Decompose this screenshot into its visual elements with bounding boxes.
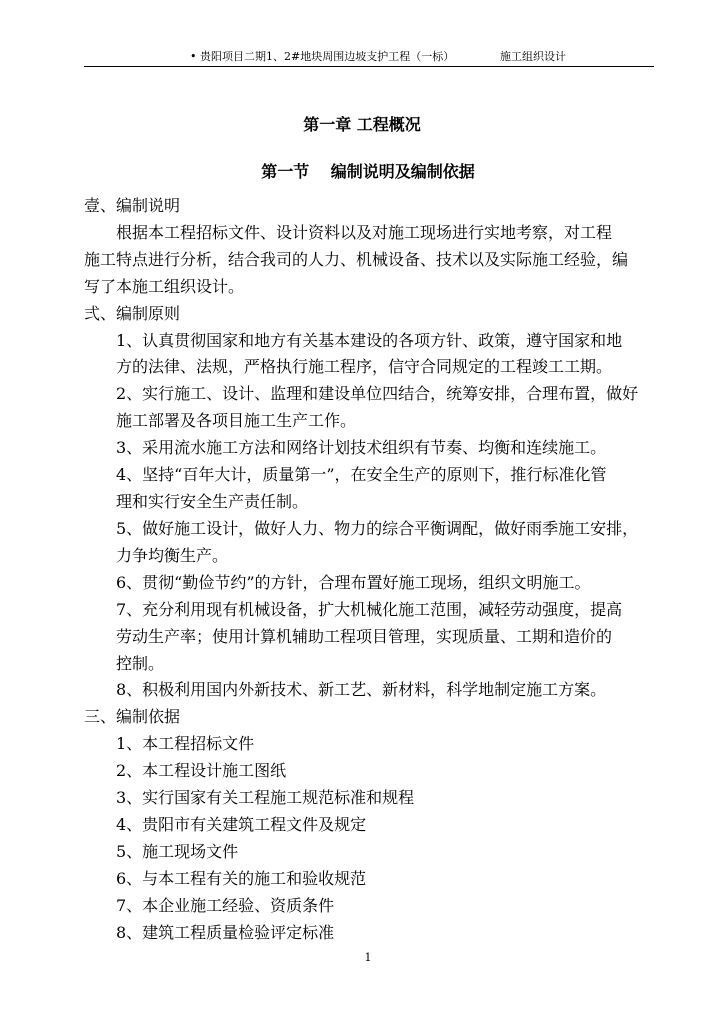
list-item: 1、认真贯彻国家和地方有关基本建设的各项方针、政策，遵守国家和地 bbox=[116, 331, 623, 350]
list-item: 2、实行施工、设计、监理和建设单位四结合，统筹安排，合理布置，做好 bbox=[116, 384, 639, 403]
list-item: 7、本企业施工经验、资质条件 bbox=[116, 896, 335, 915]
list-item: 6、贯彻“勤俭节约”的方针，合理布置好施工现场，组织文明施工。 bbox=[116, 573, 591, 592]
running-header bbox=[84, 50, 654, 64]
list-item-continuation: 力争均衡生产。 bbox=[116, 546, 229, 565]
paragraph-line: 施工特点进行分析，结合我司的人力、机械设备、技术以及实际施工经验，编 bbox=[84, 250, 629, 269]
list-item-continuation: 方的法律、法规，严格执行施工程序，信守合同规定的工程竣工工期。 bbox=[116, 357, 613, 376]
page-number: 1 bbox=[364, 951, 372, 964]
list-item: 1、本工程招标文件 bbox=[116, 734, 255, 753]
list-item: 5、施工现场文件 bbox=[116, 842, 239, 861]
list-item: 3、采用流水施工方法和网络计划技术组织有节奏、均衡和连续施工。 bbox=[116, 438, 607, 457]
heading-compilation-principles: 弍、编制原则 bbox=[84, 304, 181, 323]
list-item: 4、坚持“百年大计，质量第一”，在安全生产的原则下，推行标准化管 bbox=[116, 465, 607, 484]
list-item-continuation: 施工部署及各项目施工生产工作。 bbox=[116, 411, 357, 430]
list-item: 2、本工程设计施工图纸 bbox=[116, 761, 287, 780]
list-item: 8、建筑工程质量检验评定标准 bbox=[116, 923, 335, 942]
header-document-type: 施工组织设计 bbox=[500, 50, 566, 63]
section-title: 第一节 编制说明及编制依据 bbox=[261, 162, 475, 181]
header-project-title: • 贵阳项目二期1、2#地块周围边坡支护工程（一标） bbox=[190, 50, 455, 63]
chapter-title: 第一章 工程概况 bbox=[303, 115, 421, 134]
heading-compilation-basis: 三、编制依据 bbox=[84, 707, 181, 726]
list-item-continuation: 控制。 bbox=[116, 654, 165, 673]
paragraph-line: 写了本施工组织设计。 bbox=[84, 277, 245, 296]
list-item: 5、做好施工设计，做好人力、物力的综合平衡调配，做好雨季施工安排， bbox=[116, 519, 639, 538]
paragraph-line: 根据本工程招标文件、设计资料以及对施工现场进行实地考察，对工程 bbox=[116, 223, 613, 242]
list-item: 7、充分利用现有机械设备，扩大机械化施工范围，减轻劳动强度，提高 bbox=[116, 600, 623, 619]
list-item: 3、实行国家有关工程施工规范标准和规程 bbox=[116, 788, 415, 807]
list-item-continuation: 理和实行安全生产责任制。 bbox=[116, 492, 309, 511]
list-item: 4、贵阳市有关建筑工程文件及规定 bbox=[116, 815, 367, 834]
list-item: 6、与本工程有关的施工和验收规范 bbox=[116, 869, 367, 888]
heading-compilation-notes: 壹、编制说明 bbox=[84, 196, 181, 215]
header-divider bbox=[84, 66, 654, 67]
list-item-continuation: 劳动生产率；使用计算机辅助工程项目管理，实现质量、工期和造价的 bbox=[116, 627, 613, 646]
list-item: 8、积极利用国内外新技术、新工艺、新材料，科学地制定施工方案。 bbox=[116, 680, 607, 699]
